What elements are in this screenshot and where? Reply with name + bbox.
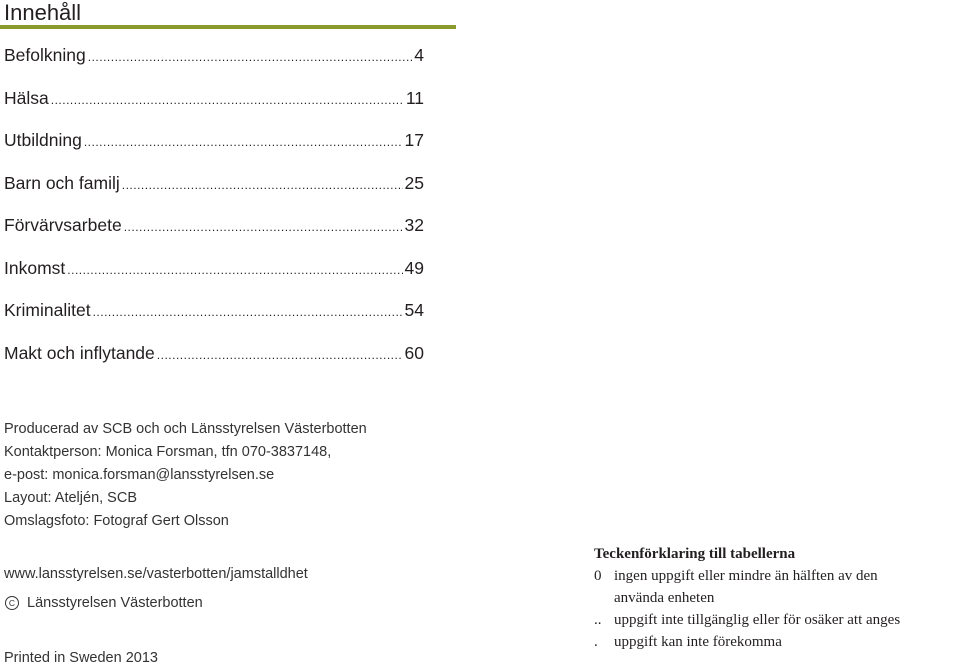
toc-entry[interactable]	[4, 40, 424, 83]
toc-entry-label: Förvärvsarbete	[4, 215, 122, 235]
toc-entry[interactable]	[4, 210, 424, 253]
legend-item	[594, 631, 900, 653]
dot-leader	[88, 42, 413, 72]
contact-text: Kontaktperson: Monica Forsman, tfn 070-3837148,	[4, 444, 332, 460]
legend-text: ingen uppgift eller mindre än hälften av den	[614, 568, 878, 584]
toc-entry-page: 32	[404, 215, 424, 235]
legend-text: uppgift kan inte förekomma	[614, 634, 782, 650]
toc-entry[interactable]	[4, 295, 424, 338]
layout-credit: Layout: Ateljén, SCB	[4, 490, 137, 506]
toc-entry-label: Utbildning	[4, 130, 82, 150]
toc-entry-page: 25	[404, 172, 424, 193]
toc-entry-label: Hälsa	[4, 87, 49, 108]
toc-entry[interactable]	[4, 338, 424, 381]
toc-entry-page: 54	[404, 300, 424, 320]
toc-entry[interactable]	[4, 168, 424, 211]
page-title: Innehåll	[4, 0, 82, 25]
cover-photo-credit: Omslagsfoto: Fotograf Gert Olsson	[4, 513, 229, 529]
legend-text: använda enheten	[614, 590, 715, 606]
legend-item	[594, 565, 900, 587]
title-rule	[0, 25, 456, 29]
toc-entry-label: Makt och inflytande	[4, 342, 155, 363]
legend-title: Teckenförklaring till tabellerna	[594, 546, 796, 562]
toc-entry[interactable]	[4, 83, 424, 126]
legend-symbol: 0	[594, 568, 602, 584]
toc-entry[interactable]	[4, 125, 424, 168]
table-of-contents	[4, 40, 424, 380]
legend-symbol	[594, 587, 614, 609]
toc-entry-page: 49	[404, 257, 424, 278]
toc-entry-page: 17	[404, 130, 424, 150]
dot-leader	[122, 170, 403, 200]
copyright-text: Länsstyrelsen Västerbotten	[27, 595, 203, 611]
legend-item	[594, 609, 900, 631]
email-text: e-post: monica.forsman@lansstyrelsen.se	[4, 467, 275, 483]
dot-leader	[51, 85, 404, 115]
toc-entry-label: Inkomst	[4, 257, 66, 278]
toc-entry-label: Kriminalitet	[4, 300, 91, 320]
legend-item	[594, 587, 900, 609]
dot-leader	[93, 297, 403, 327]
copyright-icon: C	[5, 596, 19, 610]
website-link[interactable]: www.lansstyrelsen.se/vasterbotten/jamstalldhet	[4, 566, 308, 582]
toc-entry[interactable]	[4, 253, 424, 296]
legend-text: uppgift inte tillgänglig eller för osäker att anges	[614, 612, 901, 628]
symbol-legend	[594, 543, 900, 653]
printed-note: Printed in Sweden 2013	[4, 650, 158, 666]
toc-entry-label: Befolkning	[4, 45, 86, 65]
legend-symbol: ..	[594, 612, 602, 628]
toc-entry-page: 11	[405, 87, 424, 108]
producer-text: Producerad av SCB och och Länsstyrelsen Västerbotten	[4, 421, 367, 437]
dot-leader	[124, 212, 403, 242]
toc-entry-label: Barn och familj	[4, 172, 120, 193]
legend-symbol: .	[594, 634, 598, 650]
dot-leader	[157, 340, 403, 370]
credits-block	[4, 418, 367, 533]
toc-entry-page: 60	[404, 342, 424, 363]
dot-leader	[84, 127, 403, 157]
toc-entry-page: 4	[414, 45, 424, 65]
dot-leader	[67, 255, 402, 285]
copyright-line	[4, 593, 203, 613]
